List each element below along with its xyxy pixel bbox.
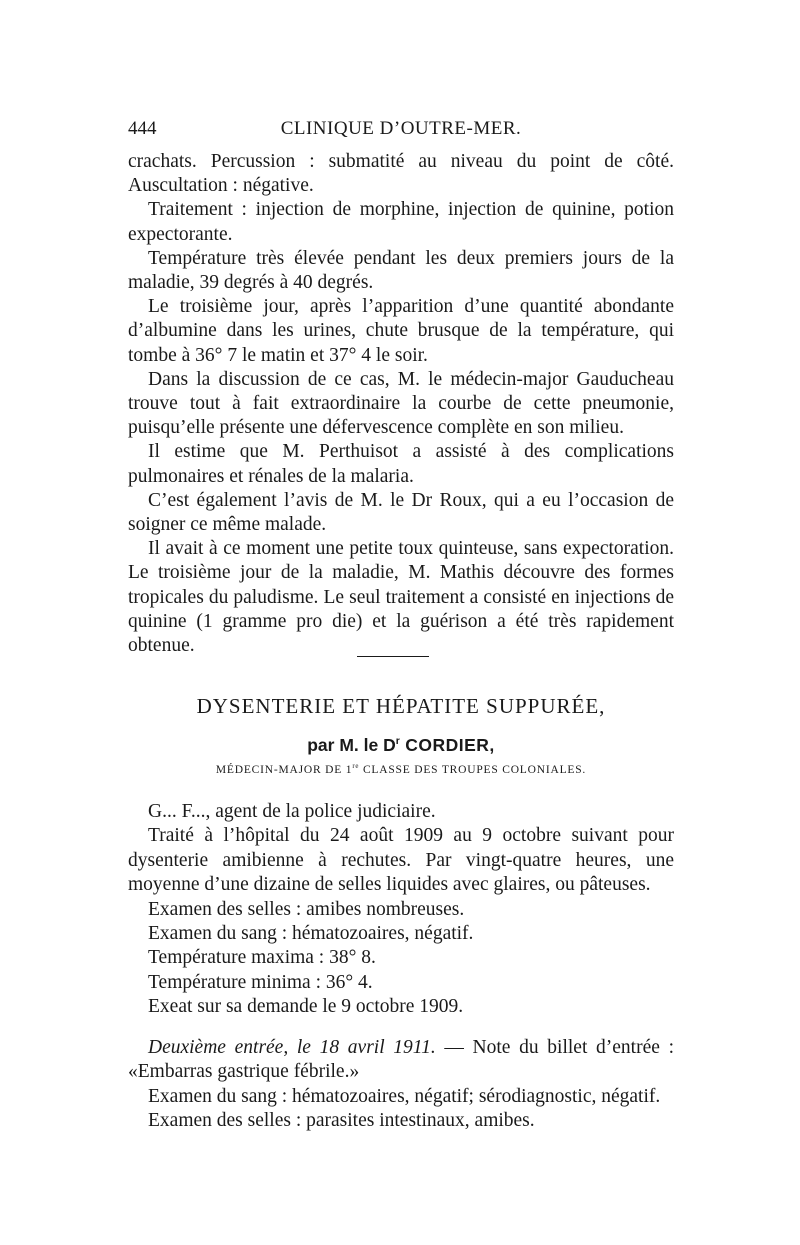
rank-suffix: CLASSE DES TROUPES COLONIALES. [359, 764, 587, 776]
entry-note: — Note du billet d’entrée : «Embarras gastrique fébrile.» [128, 1037, 674, 1083]
paragraph: Dans la discussion de ce cas, M. le médecin-major Gauducheau trouve tout à fait extraordinaire la courbe de cette pneumonie, puisqu’elle présente une défervescence complète en son milieu. [128, 368, 674, 439]
entry-heading: Deuxième entrée, le 18 avril 1911. [148, 1037, 436, 1058]
paragraph: Examen des selles : amibes nombreuses. [148, 898, 465, 920]
article-title: DYSENTERIE ET HÉPATITE SUPPURÉE, [196, 694, 606, 718]
paragraph: Examen du sang : hématozoaires, négatif. [148, 923, 474, 945]
paragraph: Traitement : injection de morphine, injection de quinine, potion expectorante. [128, 199, 674, 245]
paragraph: Température très élevée pendant les deux premiers jours de la maladie, 39 degrés à 40 degrés. [128, 247, 674, 294]
paragraph: Examen des selles : parasites intestinaux, amibes. [148, 1110, 535, 1132]
rank-prefix: MÉDECIN-MAJOR DE 1 [215, 764, 353, 776]
paragraph: C’est également l’avis de M. le Dr Roux, qui a eu l’occasion de soigner ce même malade. [128, 489, 674, 536]
paragraph: G... F..., agent de la police judiciaire. [148, 801, 436, 822]
section-first-admission [128, 800, 674, 1020]
byline-prefix: par M. le D [307, 735, 396, 755]
paragraph: Le troisième jour, après l’apparition d’une quantité abondante d’albumine dans les urines, chute brusque de la température, qui tombe à 36° 7 le matin et 37° 4 le soir. [128, 296, 674, 366]
article-byline [128, 735, 674, 756]
rank-superscript: re [352, 763, 360, 771]
section-second-admission [128, 1036, 674, 1134]
page-header [128, 118, 674, 142]
running-title: CLINIQUE D’OUTRE-MER. [280, 118, 522, 139]
paragraph: Traité à l’hôpital du 24 août 1909 au 9 octobre suivant pour dysenterie amibienne à rechutes. Par vingt-quatre heures, une moyenne d’une dizaine de selles liquides avec glaires, ou pâteuses. [128, 825, 674, 896]
paragraph: Il estime que M. Perthuisot a assisté à des complications pulmonaires et rénales de la malaria. [128, 441, 674, 487]
paragraph: Examen du sang : hématozoaires, négatif; sérodiagnostic, négatif. [148, 1085, 661, 1107]
section-pneumonia-case [128, 150, 674, 658]
paragraph: crachats. Percussion : submatité au niveau du point de côté. Auscultation : négative. [128, 151, 674, 197]
section-divider [357, 656, 429, 657]
page-number: 444 [128, 118, 157, 139]
paragraph [128, 1036, 674, 1085]
paragraph: Exeat sur sa demande le 9 octobre 1909. [148, 996, 464, 1018]
author-rank [128, 764, 674, 776]
paragraph: Température maxima : 38° 8. [148, 947, 376, 969]
paragraph: Il avait à ce moment une petite toux quinteuse, sans expectoration. Le troisième jour de la maladie, M. Mathis découvre des formes tropicales du paludisme. Le seul traitement a consisté en injections de quinine (1 gramme pro die) et la guérison a été très rapidement obtenue. [128, 538, 674, 657]
paragraph: Température minima : 36° 4. [148, 971, 373, 993]
byline-superscript: r [395, 735, 400, 748]
author-name: CORDIER, [399, 735, 495, 755]
